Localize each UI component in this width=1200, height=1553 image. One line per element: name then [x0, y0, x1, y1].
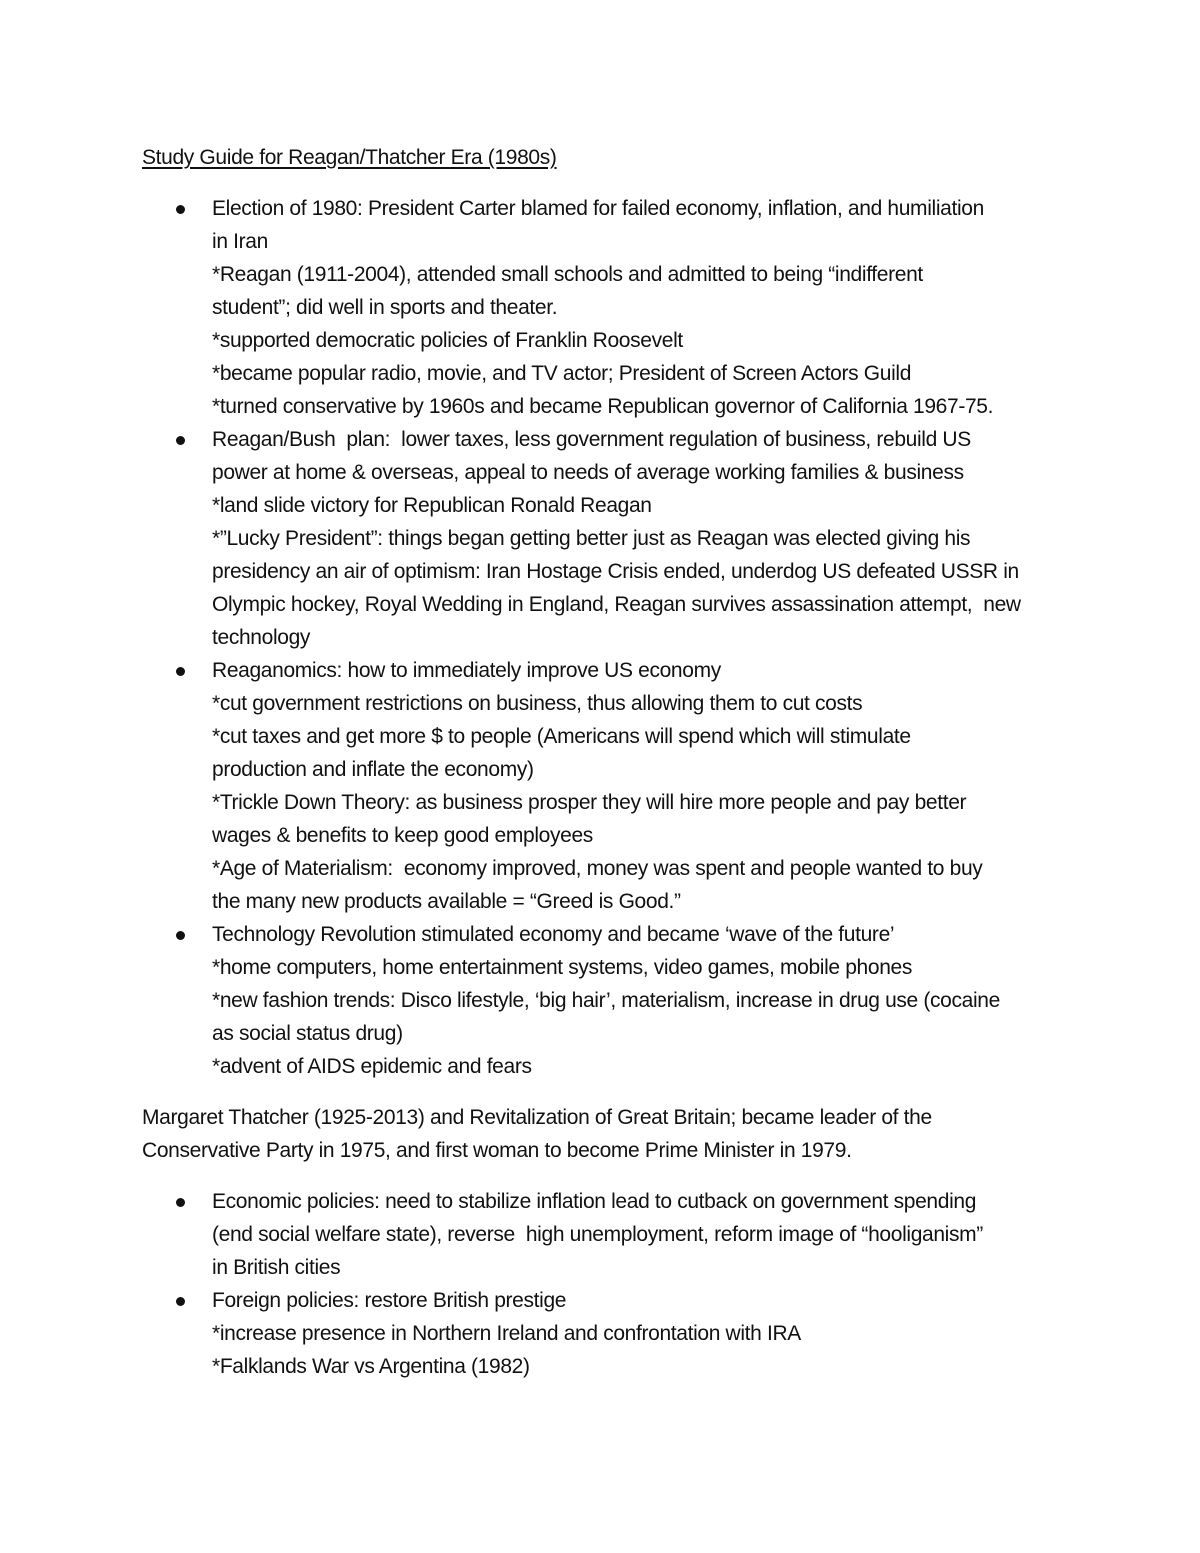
- text-line: Technology Revolution stimulated economy and became ‘wave of the future’: [212, 923, 895, 946]
- thatcher-bullet-list: [142, 1185, 1072, 1383]
- text-line: production and inflate the economy): [212, 758, 534, 781]
- document-body: [142, 141, 1072, 1383]
- bullet-dot-icon: [176, 1198, 185, 1207]
- text-line: in Iran: [212, 230, 268, 253]
- bullet-election-1980: [142, 192, 1072, 423]
- text-line: *cut taxes and get more $ to people (Americans will spend which will stimulate: [212, 725, 911, 748]
- text-line: Election of 1980: President Carter blamed for failed economy, inflation, and humiliation: [212, 197, 984, 220]
- text-line: *home computers, home entertainment systems, video games, mobile phones: [212, 956, 913, 979]
- text-line: power at home & overseas, appeal to needs of average working families & business: [212, 461, 964, 484]
- text-line: *”Lucky President”: things began getting better just as Reagan was elected giving his: [212, 527, 971, 550]
- bullet-dot-icon: [176, 1297, 185, 1306]
- text-line: Olympic hockey, Royal Wedding in England, Reagan survives assassination attempt, new: [212, 593, 1021, 616]
- text-line: Margaret Thatcher (1925-2013) and Revitalization of Great Britain; became leader of the: [142, 1106, 932, 1129]
- text-line: *Falklands War vs Argentina (1982): [212, 1355, 530, 1378]
- text-line: *land slide victory for Republican Ronald Reagan: [212, 494, 652, 517]
- thatcher-intro-paragraph: [142, 1101, 1072, 1167]
- text-line: (end social welfare state), reverse high unemployment, reform image of “hooliganism”: [212, 1223, 983, 1246]
- text-line: the many new products available = “Greed is Good.”: [212, 890, 681, 913]
- bullet-dot-icon: [176, 205, 185, 214]
- text-line: Reagan/Bush plan: lower taxes, less government regulation of business, rebuild US: [212, 428, 971, 451]
- text-line: Foreign policies: restore British prestige: [212, 1289, 567, 1312]
- reagan-bullet-list: [142, 192, 1072, 1083]
- text-line: as social status drug): [212, 1022, 403, 1045]
- text-line: *advent of AIDS epidemic and fears: [212, 1055, 532, 1078]
- text-line: *supported democratic policies of Franklin Roosevelt: [212, 329, 683, 352]
- document-title: Study Guide for Reagan/Thatcher Era (1980s): [142, 146, 557, 169]
- bullet-dot-icon: [176, 667, 185, 676]
- text-line: *Reagan (1911-2004), attended small schools and admitted to being “indifferent: [212, 263, 923, 286]
- text-line: presidency an air of optimism: Iran Hostage Crisis ended, underdog US defeated USSR in: [212, 560, 1019, 583]
- text-line: Economic policies: need to stabilize inflation lead to cutback on government spending: [212, 1190, 977, 1213]
- text-line: *increase presence in Northern Ireland and confrontation with IRA: [212, 1322, 801, 1345]
- text-line: student”; did well in sports and theater.: [212, 296, 558, 319]
- bullet-dot-icon: [176, 931, 185, 940]
- bullet-reagan-bush-plan: [142, 423, 1072, 654]
- text-line: *Trickle Down Theory: as business prosper they will hire more people and pay better: [212, 791, 967, 814]
- bullet-reaganomics: [142, 654, 1072, 918]
- text-line: Conservative Party in 1975, and first woman to become Prime Minister in 1979.: [142, 1139, 852, 1162]
- bullet-foreign-policies: [142, 1284, 1072, 1383]
- text-line: Reaganomics: how to immediately improve US economy: [212, 659, 721, 682]
- text-line: wages & benefits to keep good employees: [212, 824, 593, 847]
- text-line: *Age of Materialism: economy improved, money was spent and people wanted to buy: [212, 857, 983, 880]
- text-line: *new fashion trends: Disco lifestyle, ‘big hair’, materialism, increase in drug use (cocaine: [212, 989, 1000, 1012]
- text-line: *cut government restrictions on business, thus allowing them to cut costs: [212, 692, 863, 715]
- bullet-dot-icon: [176, 436, 185, 445]
- text-line: technology: [212, 626, 311, 649]
- bullet-technology-revolution: [142, 918, 1072, 1083]
- text-line: *became popular radio, movie, and TV actor; President of Screen Actors Guild: [212, 362, 912, 385]
- bullet-economic-policies: [142, 1185, 1072, 1284]
- text-line: in British cities: [212, 1256, 341, 1279]
- text-line: *turned conservative by 1960s and became Republican governor of California 1967-75.: [212, 395, 994, 418]
